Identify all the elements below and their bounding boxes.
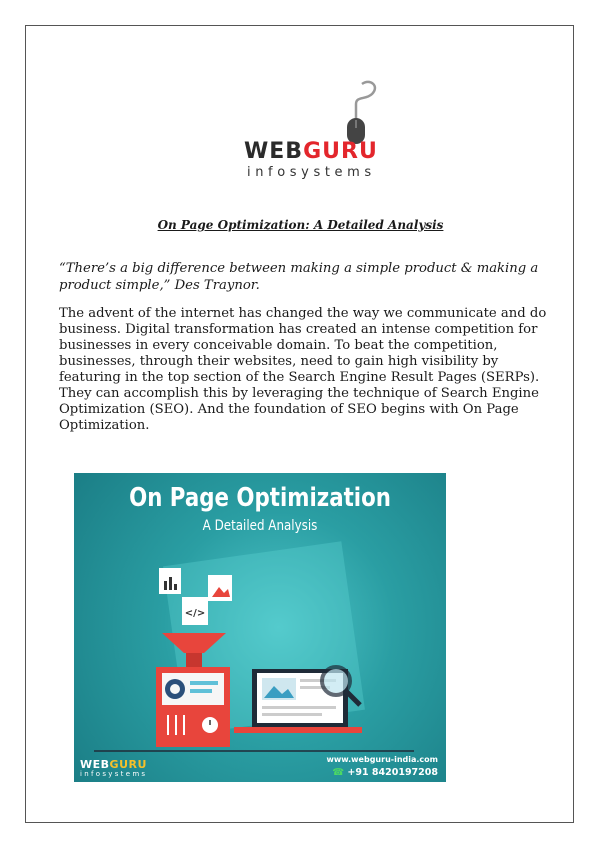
code-doc-icon [182, 597, 208, 625]
hero-logo-tagline: infosystems [80, 770, 148, 778]
document-page [25, 25, 574, 823]
opening-quote: “There’s a big difference between making a simple product & making a product simple,” Des Traynor. [59, 261, 539, 293]
image-doc-icon [208, 575, 232, 601]
intro-paragraph: The advent of the internet has changed the way we communicate and do business. Digital transformation has created an intense competition for businesses in every conceivable domain. To beat the competition, businesses, through their websites, need to gain high visibility by featuring in the top section of the Search Engine Result Pages (SERPs). They can accomplish this by leveraging the technique of Search Engine Optimization (SEO). And the foundation of SEO begins with On Page Optimization. [59, 306, 547, 433]
hero-website-url: www.webguru-india.com [326, 755, 438, 764]
hero-subtitle: A Detailed Analysis [202, 518, 318, 534]
processing-machine [156, 667, 230, 747]
hero-illustration [74, 473, 446, 782]
hero-title: On Page Optimization [129, 483, 391, 513]
hero-phone-number: ☎ +91 8420197208 [332, 767, 438, 778]
hero-logo-wordmark: WEBGURU [80, 758, 147, 771]
document-title: On Page Optimization: A Detailed Analysis [157, 218, 444, 232]
code-glyph: </> [184, 608, 206, 619]
webguru-logo [244, 78, 414, 188]
logo-wordmark: WEBGURU [244, 139, 378, 164]
whatsapp-icon: ☎ [332, 767, 345, 778]
logo-tagline: infosystems [247, 165, 376, 180]
chart-doc-icon [159, 568, 181, 594]
mouse-icon [244, 78, 414, 148]
